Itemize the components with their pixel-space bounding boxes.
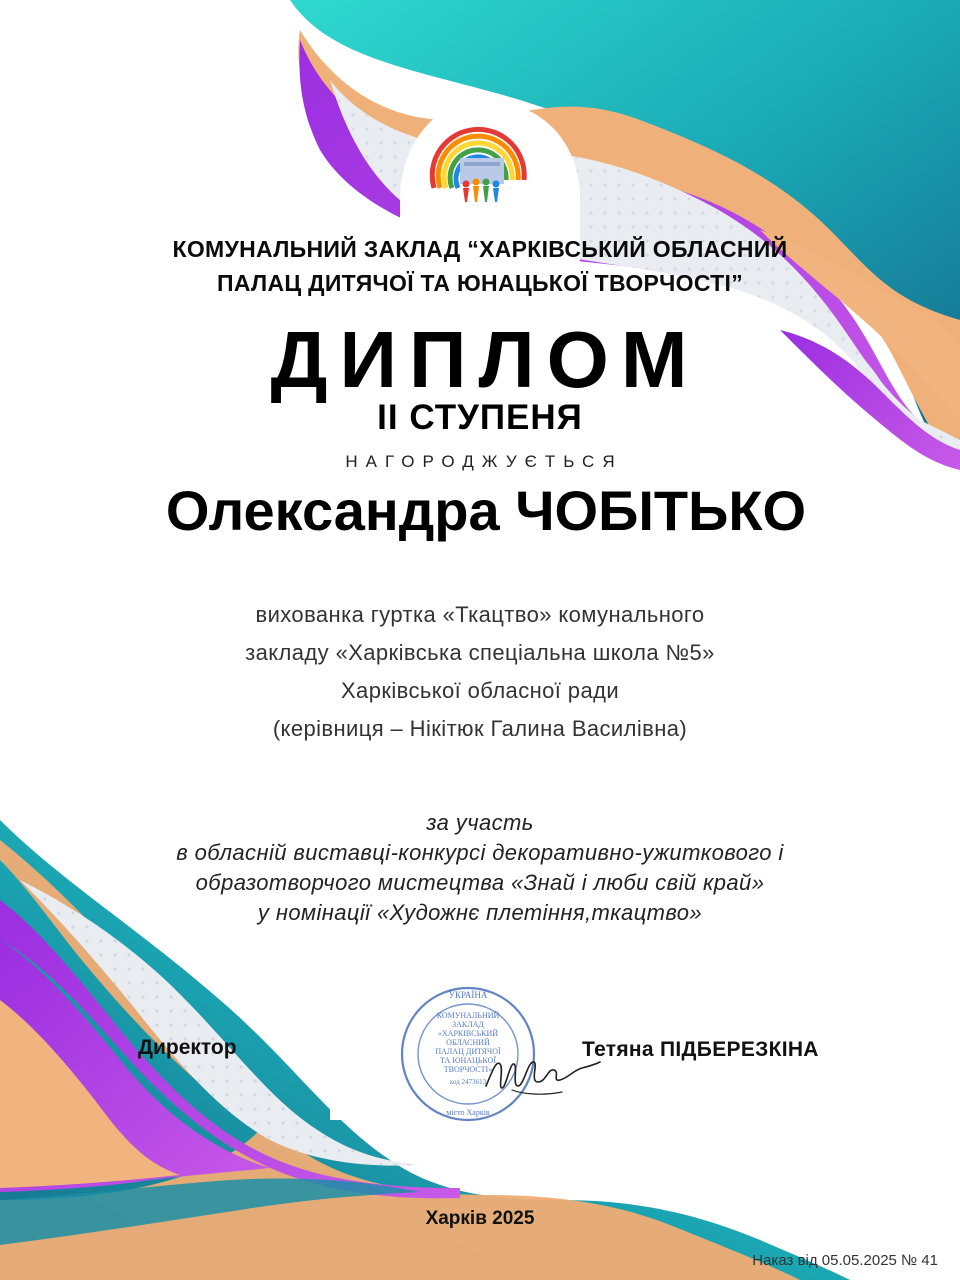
- stamp-line-5: ПАЛАЦ ДИТЯЧОЇ: [435, 1047, 501, 1056]
- stamp-line-2: ЗАКЛАД: [452, 1020, 484, 1029]
- stamp-line-3: «ХАРКІВСЬКИЙ: [437, 1029, 499, 1038]
- description-line-3: Харківської обласної ради: [340, 678, 620, 703]
- participation-line-3: образотворчого мистецтва «Знай і люби свій край»: [195, 870, 765, 895]
- stamp-code: код 2473613: [449, 1078, 487, 1086]
- order-reference: Наказ від 05.05.2025 № 41: [752, 1252, 938, 1269]
- city-year: Харків 2025: [425, 1208, 535, 1229]
- stamp-line-4: ОБЛАСНИЙ: [446, 1038, 490, 1047]
- institution-line-1: КОМУНАЛЬНИЙ ЗАКЛАД “ХАРКІВСЬКИЙ ОБЛАСНИЙ: [172, 236, 788, 262]
- recipient-description: [0, 596, 960, 748]
- diploma-title: ДИПЛОМ: [270, 315, 700, 404]
- description-line-2: закладу «Харківська спеціальна школа №5»: [245, 640, 715, 665]
- stamp-line-6: ТА ЮНАЦЬКОЇ: [440, 1056, 496, 1065]
- description-line-1: вихованка гуртка «Ткацтво» комунального: [255, 602, 705, 627]
- awarded-label: НАГОРОДЖУЄТЬСЯ: [345, 452, 623, 471]
- participation-line-1: за участь: [426, 810, 534, 835]
- institution-line-2: ПАЛАЦ ДИТЯЧОЇ ТА ЮНАЦЬКОЇ ТВОРЧОСТІ”: [216, 270, 744, 296]
- participation-line-4: у номінації «Художнє плетіння,ткацтво»: [257, 900, 703, 925]
- institution-name: [0, 232, 960, 300]
- stamp-line-7: ТВОРЧОСТІ»: [443, 1065, 493, 1074]
- stamp-city: місто Харків: [446, 1108, 490, 1117]
- diploma-degree: ІІ СТУПЕНЯ: [377, 398, 583, 437]
- director-label: Директор: [138, 1036, 237, 1059]
- rainbow-logo: [418, 118, 542, 222]
- participation-text: [0, 808, 960, 928]
- stamp-line-1: КОМУНАЛЬНИЙ: [436, 1011, 500, 1020]
- director-name: Тетяна ПІДБЕРЕЗКІНА: [582, 1038, 819, 1061]
- description-line-4: (керівниця – Нікітюк Галина Василівна): [272, 716, 688, 741]
- participation-line-2: в обласній виставці-конкурсі декоративно-ужиткового і: [176, 840, 784, 865]
- stamp-country: УКРАЇНА: [448, 990, 488, 1000]
- recipient-name: Олександра ЧОБІТЬКО: [165, 479, 807, 542]
